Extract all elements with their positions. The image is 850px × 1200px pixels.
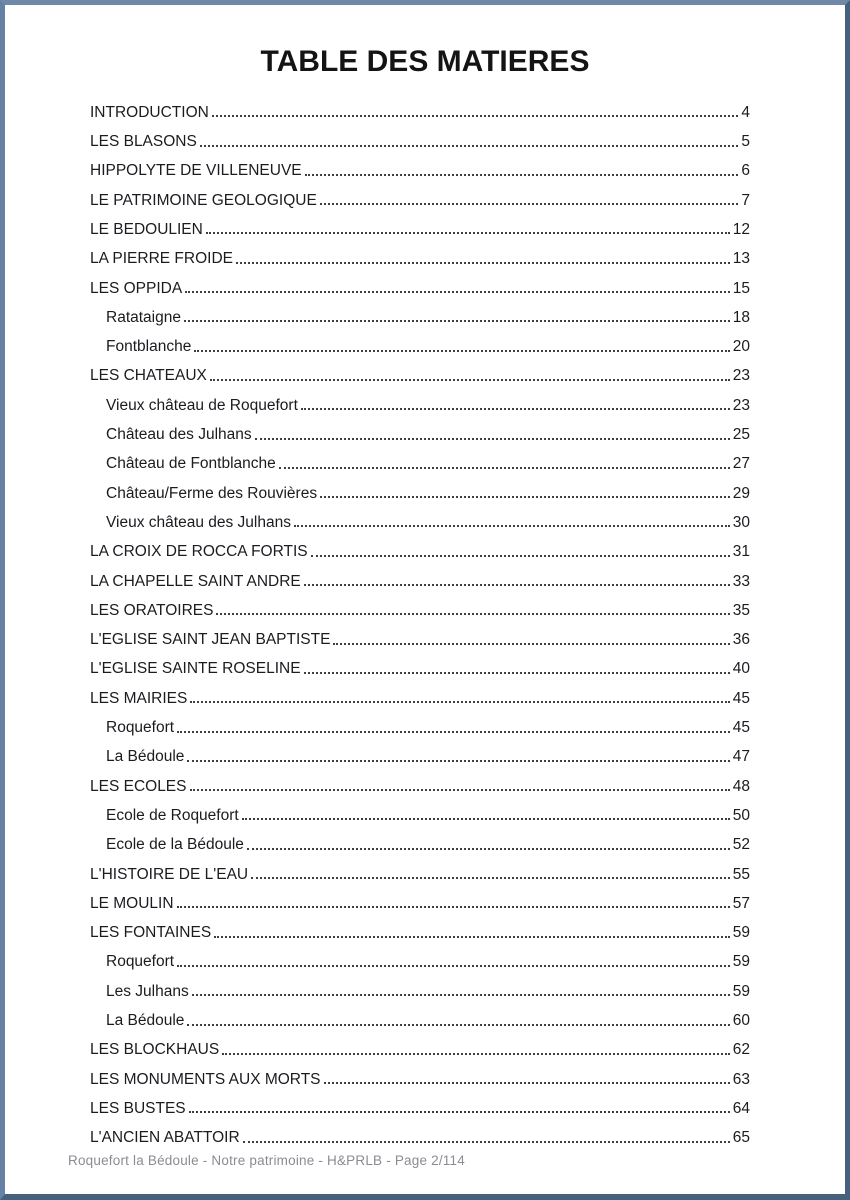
toc-entry[interactable] (90, 771, 750, 800)
toc-page-number: 29 (732, 484, 750, 502)
dot-leader (301, 408, 730, 410)
dot-leader (279, 467, 730, 469)
toc-page-number: 55 (732, 865, 750, 883)
toc-entry-label: Château de Fontblanche (106, 455, 276, 473)
toc-entry[interactable] (90, 859, 750, 888)
dot-leader (192, 994, 730, 996)
toc-page-number: 35 (732, 601, 750, 619)
toc-entry-label: LA CHAPELLE SAINT ANDRE (90, 572, 301, 590)
toc-entry-label: LES MONUMENTS AUX MORTS (90, 1070, 321, 1088)
toc-entry-label: LES ECOLES (90, 777, 187, 795)
page-title: TABLE DES MATIERES (260, 45, 590, 78)
toc-page-number: 6 (741, 162, 750, 180)
dot-leader (243, 1141, 730, 1143)
toc-page-number: 62 (732, 1041, 750, 1059)
toc-entry[interactable] (90, 243, 750, 272)
toc-page-number: 30 (732, 513, 750, 531)
toc-entry-label: LE MOULIN (90, 894, 174, 912)
toc-entry[interactable] (90, 361, 750, 390)
toc-page-number: 23 (732, 367, 750, 385)
toc-page-number: 18 (732, 308, 750, 326)
toc-page-number: 23 (732, 396, 750, 414)
dot-leader (194, 350, 729, 352)
toc-entry[interactable] (90, 449, 750, 478)
toc-entry[interactable] (90, 536, 750, 565)
toc-entry[interactable] (90, 654, 750, 683)
toc-page-number: 27 (732, 455, 750, 473)
toc-entry-label: LES BLOCKHAUS (90, 1041, 220, 1059)
dot-leader (242, 818, 730, 820)
toc-entry-label: LA PIERRE FROIDE (90, 250, 233, 268)
toc-entry[interactable] (90, 1093, 750, 1122)
dot-leader (247, 848, 730, 850)
toc-entry[interactable] (90, 419, 750, 448)
dot-leader (216, 613, 729, 615)
toc-entry[interactable] (90, 185, 750, 214)
toc-page-number: 50 (732, 806, 750, 824)
dot-leader (294, 525, 730, 527)
dot-leader (187, 1024, 729, 1026)
toc-entry[interactable] (90, 126, 750, 155)
dot-leader (324, 1082, 730, 1084)
toc-page-number: 60 (732, 1012, 750, 1029)
dot-leader (206, 232, 730, 234)
toc-page-number: 40 (732, 660, 750, 678)
dot-leader (255, 438, 730, 440)
toc-entry-label: Roquefort (106, 719, 175, 737)
toc-entry[interactable] (90, 683, 750, 712)
toc-entry[interactable] (90, 888, 750, 917)
table-of-contents (90, 97, 750, 1152)
toc-entry-label: LES ORATOIRES (90, 601, 214, 619)
toc-entry[interactable] (90, 214, 750, 243)
toc-entry[interactable] (90, 390, 750, 419)
dot-leader (320, 496, 730, 498)
toc-entry[interactable] (90, 947, 750, 976)
toc-entry-label: L'EGLISE SAINTE ROSELINE (90, 660, 301, 678)
dot-leader (222, 1053, 730, 1055)
toc-page-number: 64 (732, 1099, 750, 1117)
toc-entry[interactable] (90, 917, 750, 946)
toc-page-number: 31 (732, 543, 750, 561)
toc-page-number: 48 (732, 777, 750, 795)
toc-entry[interactable] (90, 742, 750, 771)
toc-entry-label: La Bédoule (106, 748, 185, 766)
toc-page-number: 63 (732, 1070, 750, 1088)
toc-entry[interactable] (90, 273, 750, 302)
toc-entry-label: L'EGLISE SAINT JEAN BAPTISTE (90, 631, 331, 649)
toc-entry-label: Ecole de Roquefort (106, 806, 239, 824)
toc-entry[interactable] (90, 976, 750, 1005)
toc-entry-label: INTRODUCTION (90, 103, 209, 121)
dot-leader (190, 789, 730, 791)
dot-leader (200, 145, 739, 147)
dot-leader (212, 115, 739, 117)
dot-leader (304, 672, 730, 674)
dot-leader (177, 965, 730, 967)
toc-entry[interactable] (90, 712, 750, 741)
dot-leader (190, 701, 729, 703)
toc-entry[interactable] (90, 566, 750, 595)
toc-page-number: 33 (732, 572, 750, 590)
dot-leader (333, 643, 729, 645)
toc-entry[interactable] (90, 1035, 750, 1064)
toc-entry[interactable] (90, 595, 750, 624)
toc-entry[interactable] (90, 331, 750, 360)
toc-entry-label: Roquefort (106, 953, 175, 971)
toc-page-number: 65 (732, 1129, 750, 1147)
toc-entry[interactable] (90, 1005, 750, 1034)
toc-entry-label: Vieux château des Julhans (106, 513, 291, 531)
toc-entry-label: LES MAIRIES (90, 689, 188, 707)
toc-entry-label: LES FONTAINES (90, 924, 212, 942)
dot-leader (304, 584, 730, 586)
dot-leader (177, 906, 730, 908)
dot-leader (189, 1111, 730, 1113)
toc-entry-label: LES CHATEAUX (90, 367, 207, 385)
toc-page-number: 15 (732, 279, 750, 297)
toc-entry-label: LE PATRIMOINE GEOLOGIQUE (90, 191, 317, 209)
toc-entry-label: Les Julhans (106, 982, 189, 1000)
toc-page-number: 25 (732, 426, 750, 444)
toc-page-number: 59 (732, 982, 750, 1000)
toc-entry[interactable] (90, 156, 750, 185)
toc-entry[interactable] (90, 507, 750, 536)
toc-entry-label: Château/Ferme des Rouvières (106, 484, 318, 502)
toc-page-number: 45 (732, 689, 750, 707)
toc-entry-label: LES OPPIDA (90, 279, 183, 297)
toc-entry[interactable] (90, 97, 750, 126)
toc-entry[interactable] (90, 829, 750, 858)
toc-page-number: 4 (741, 103, 750, 121)
page-footer: Roquefort la Bédoule - Notre patrimoine - H&PRLB - Page 2/114 (68, 1153, 465, 1168)
dot-leader (184, 320, 730, 322)
toc-entry-label: LES BLASONS (90, 133, 197, 151)
dot-leader (305, 174, 739, 176)
toc-entry[interactable] (90, 302, 750, 331)
toc-entry[interactable] (90, 478, 750, 507)
dot-leader (185, 291, 730, 293)
toc-page-number: 45 (732, 719, 750, 737)
toc-page-number: 12 (732, 220, 750, 238)
toc-page-number: 52 (732, 836, 750, 854)
toc-entry[interactable] (90, 1122, 750, 1151)
toc-entry-label: LA CROIX DE ROCCA FORTIS (90, 543, 308, 561)
toc-entry-label: L'HISTOIRE DE L'EAU (90, 865, 249, 883)
toc-page-number: 57 (732, 894, 750, 912)
toc-page-number: 7 (741, 191, 750, 209)
toc-entry-label: Ratataigne (106, 308, 181, 326)
toc-entry-label: LE BEDOULIEN (90, 220, 203, 238)
dot-leader (210, 379, 730, 381)
toc-entry[interactable] (90, 624, 750, 653)
toc-entry[interactable] (90, 1064, 750, 1093)
toc-entry-label: Vieux château de Roquefort (106, 396, 298, 414)
toc-page-number: 13 (732, 250, 750, 268)
toc-entry-label: Fontblanche (106, 338, 192, 356)
toc-entry[interactable] (90, 800, 750, 829)
dot-leader (320, 203, 739, 205)
toc-entry-label: HIPPOLYTE DE VILLENEUVE (90, 162, 302, 180)
toc-entry-label: La Bédoule (106, 1012, 185, 1029)
toc-page-number: 5 (741, 133, 750, 151)
dot-leader (177, 731, 730, 733)
toc-page-number: 20 (732, 338, 750, 356)
toc-page-number: 59 (732, 953, 750, 971)
toc-entry-label: Château des Julhans (106, 426, 252, 444)
dot-leader (236, 262, 730, 264)
toc-entry-label: Ecole de la Bédoule (106, 836, 244, 854)
toc-page-number: 47 (732, 748, 750, 766)
dot-leader (251, 877, 730, 879)
toc-entry-label: L'ANCIEN ABATTOIR (90, 1129, 240, 1147)
dot-leader (214, 936, 730, 938)
toc-page-number: 36 (732, 631, 750, 649)
dot-leader (311, 555, 730, 557)
dot-leader (187, 760, 729, 762)
toc-entry-label: LES BUSTES (90, 1099, 186, 1117)
toc-page-number: 59 (732, 924, 750, 942)
